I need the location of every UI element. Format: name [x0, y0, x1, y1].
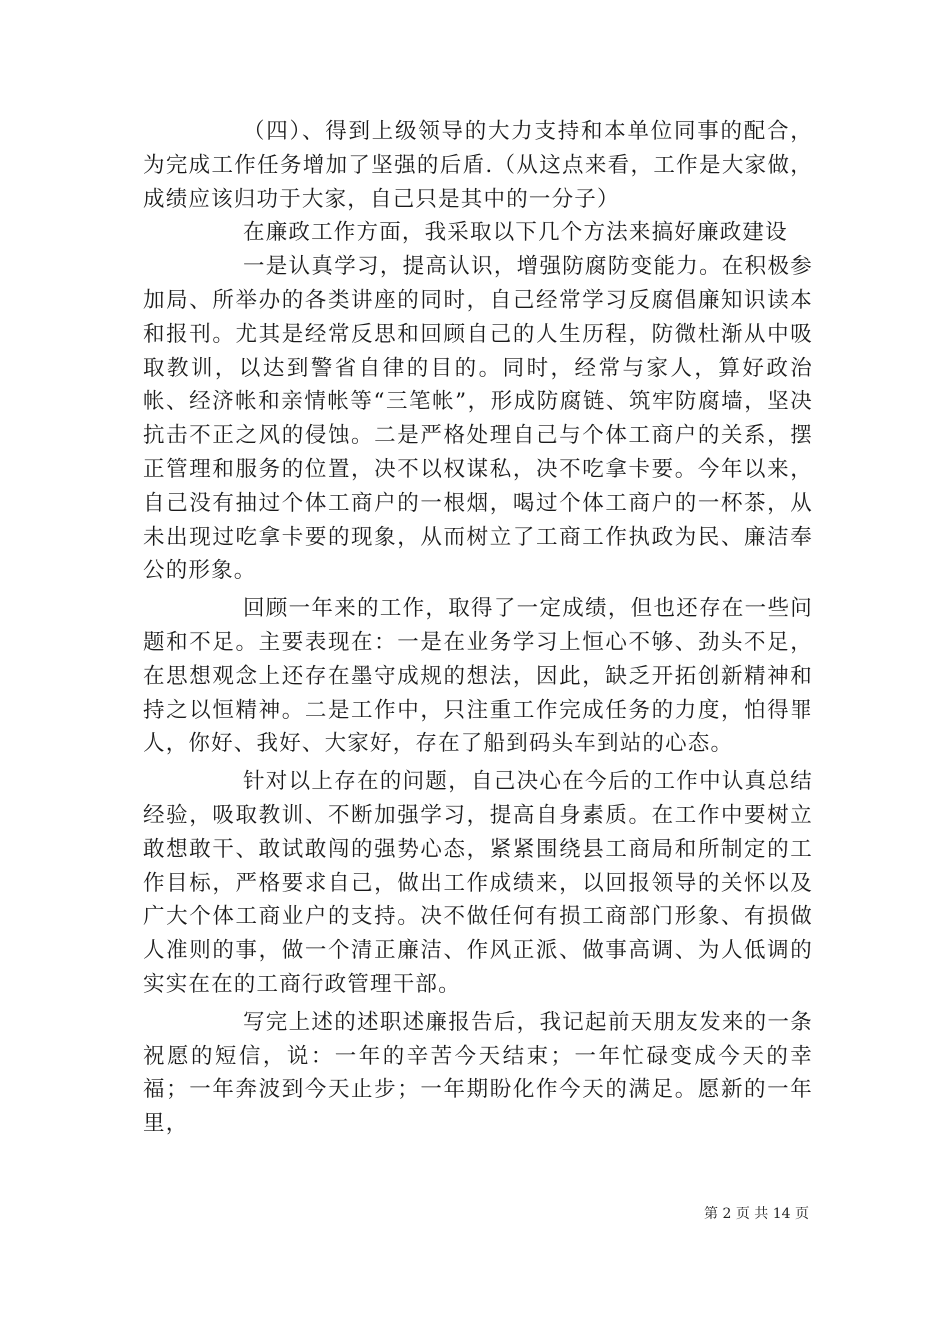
paragraph-closing: 写完上述的述职述廉报告后，我记起前天朋友发来的一条祝愿的短信，说：一年的辛苦今天结束；一年忙碌变成今天的幸福；一年奔波到今天止步；一年期盼化作今天的满足。愿新的一年里， [143, 1009, 813, 1137]
document-body [143, 115, 813, 1141]
paragraph-integrity-intro: 在廉政工作方面，我采取以下几个方法来搞好廉政建设 [243, 220, 788, 246]
paragraph-support: （四）、得到上级领导的大力支持和本单位同事的配合，为完成工作任务增加了坚强的后盾.（从这点来看，工作是大家做，成绩应该归功于大家，自己只是其中的一分子） [143, 119, 813, 212]
page-number-footer: 第 2 页 共 14 页 [704, 1206, 809, 1222]
paragraph-improvements: 针对以上存在的问题，自己决心在今后的工作中认真总结经验，吸取教训、不断加强学习，提高自身素质。在工作中要树立敢想敢干、敢试敢闯的强势心态，紧紧围绕县工商局和所制定的工作目标，严格要求自己，做出工作成绩来，以回报领导的关怀以及广大个体工商业户的支持。决不做任何有损工商部门形象、有损做人准则的事，做一个清正廉洁、作风正派、做事高调、为人低调的实实在在的工商行政管理干部。 [143, 769, 813, 997]
paragraph-integrity-measures: 一是认真学习，提高认识，增强防腐防变能力。在积极参加局、所举办的各类讲座的同时，自己经常学习反腐倡廉知识读本和报刊。尤其是经常反思和回顾自己的人生历程，防微杜渐从中吸取教训，以达到警省自律的目的。同时，经常与家人，算好政治帐、经济帐和亲情帐等“三笔帐”，形成防腐链、筑牢防腐墙，坚决抗击不正之风的侵蚀。二是严格处理自己与个体工商户的关系，摆正管理和服务的位置，决不以权谋私，决不吃拿卡要。今年以来，自己没有抽过个体工商户的一根烟，喝过个体工商户的一杯茶，从未出现过吃拿卡要的现象，从而树立了工商工作执政为民、廉洁奉公的形象。 [143, 254, 813, 584]
paragraph-shortcomings: 回顾一年来的工作，取得了一定成绩，但也还存在一些问题和不足。主要表现在：一是在业务学习上恒心不够、劲头不足，在思想观念上还存在墨守成规的想法，因此，缺乏开拓创新精神和持之以恒精神。二是工作中，只注重工作完成任务的力度，怕得罪人，你好、我好、大家好，存在了船到码头车到站的心态。 [143, 596, 813, 757]
